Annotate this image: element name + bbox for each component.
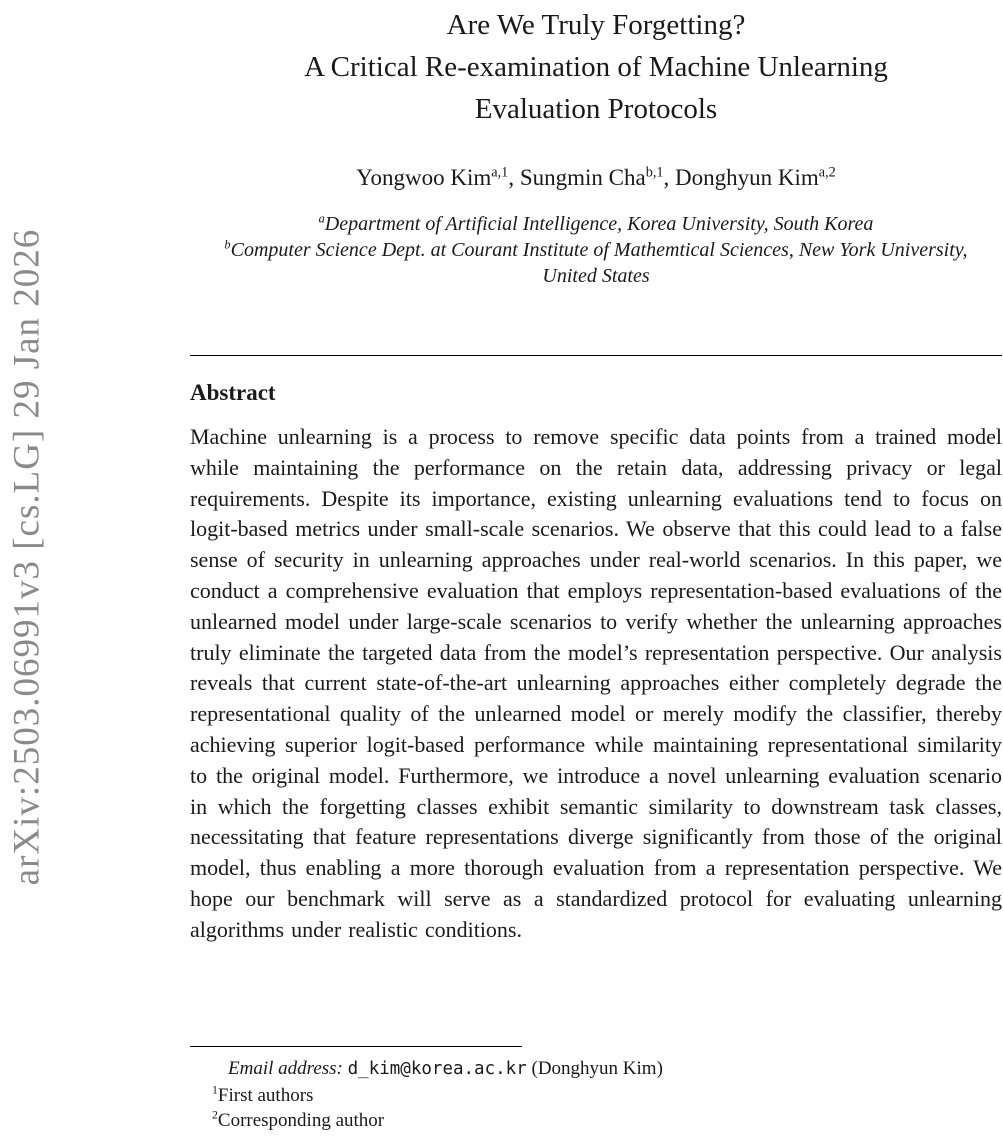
- arxiv-watermark: arXiv:2503.06991v3 [cs.LG] 29 Jan 2026: [6, 228, 48, 886]
- paper-title: [190, 0, 1002, 130]
- author-affiliation-mark: a,2: [818, 164, 836, 181]
- author-name: Sungmin Cha: [519, 165, 646, 190]
- footnote-mark: 2: [212, 1108, 218, 1122]
- footnote-text: First authors: [217, 1084, 314, 1106]
- affiliation-mark: a: [318, 211, 325, 226]
- abstract-text: Machine unlearning is a process to remove specific data points from a trained model while maintaining the performance on the retain data, addressing privacy or legal requirements. Despite its importance, existing unlearning evaluations tend to focus on logit-based metrics under small-scale scenarios. We observe that this could lead to a false sense of security in unlearning approaches under real-world scenarios. In this paper, we conduct a comprehensive evaluation that employs representation-based evaluations of the unlearned model under large-scale scenarios to verify whether the unlearning approaches truly eliminate the targeted data from the model’s representation perspective. Our analysis reveals that current state-of-the-art unlearning approaches either completely degrade the representational quality of the unlearned model or merely modify the classifier, thereby achieving superior logit-based performance while maintaining representational similarity to the original model. Furthermore, we introduce a novel unlearning evaluation scenario in which the forgetting classes exhibit semantic similarity to downstream task classes, necessitating that feature representations diverge significantly from those of the original model, thus enabling a more thorough evaluation from a representation perspective. We hope our benchmark will serve as a standardized protocol for evaluating unlearning algorithms under realistic conditions.: [190, 424, 1002, 942]
- author-separator: ,: [663, 165, 675, 190]
- author-separator: ,: [508, 165, 520, 190]
- abstract-divider-rule: [190, 355, 1002, 356]
- footnote-item: [190, 1108, 1002, 1134]
- author: [520, 165, 675, 190]
- affiliation-mark: b: [224, 237, 231, 252]
- abstract-heading: Abstract: [190, 380, 276, 405]
- affiliation-text: Computer Science Dept. at Courant Institute of Mathemtical Sciences, New York University, United States: [230, 239, 968, 287]
- author: [356, 165, 520, 190]
- footnote-item: [190, 1083, 1002, 1109]
- footnote-rule: [190, 1046, 522, 1047]
- paper-content: [190, 0, 1002, 946]
- footnote-email: [190, 1056, 1002, 1083]
- author: [675, 165, 836, 190]
- author-affiliation-mark: b,1: [645, 164, 664, 181]
- email-label: Email address:: [228, 1058, 343, 1079]
- paper-title-line: A Critical Re-examination of Machine Unlearning: [304, 51, 888, 83]
- affiliation-list: [190, 211, 1002, 289]
- affiliation: [201, 211, 991, 237]
- email-address: d_kim@korea.ac.kr: [347, 1059, 527, 1079]
- paper-title-line: Evaluation Protocols: [474, 93, 718, 125]
- author-name: Yongwoo Kim: [356, 165, 492, 190]
- author-list: [190, 163, 1002, 193]
- author-affiliation-mark: a,1: [491, 164, 509, 181]
- footnote-text: Corresponding author: [217, 1110, 385, 1131]
- footnote-block: [190, 1046, 1002, 1134]
- paper-title-line: Are We Truly Forgetting?: [446, 9, 746, 41]
- affiliation: [201, 237, 991, 289]
- affiliation-text: Department of Artificial Intelligence, Korea University, South Korea: [324, 213, 874, 235]
- footnote-mark: 1: [212, 1083, 218, 1097]
- author-name: Donghyun Kim: [675, 165, 819, 190]
- email-suffix: (Donghyun Kim): [526, 1058, 663, 1079]
